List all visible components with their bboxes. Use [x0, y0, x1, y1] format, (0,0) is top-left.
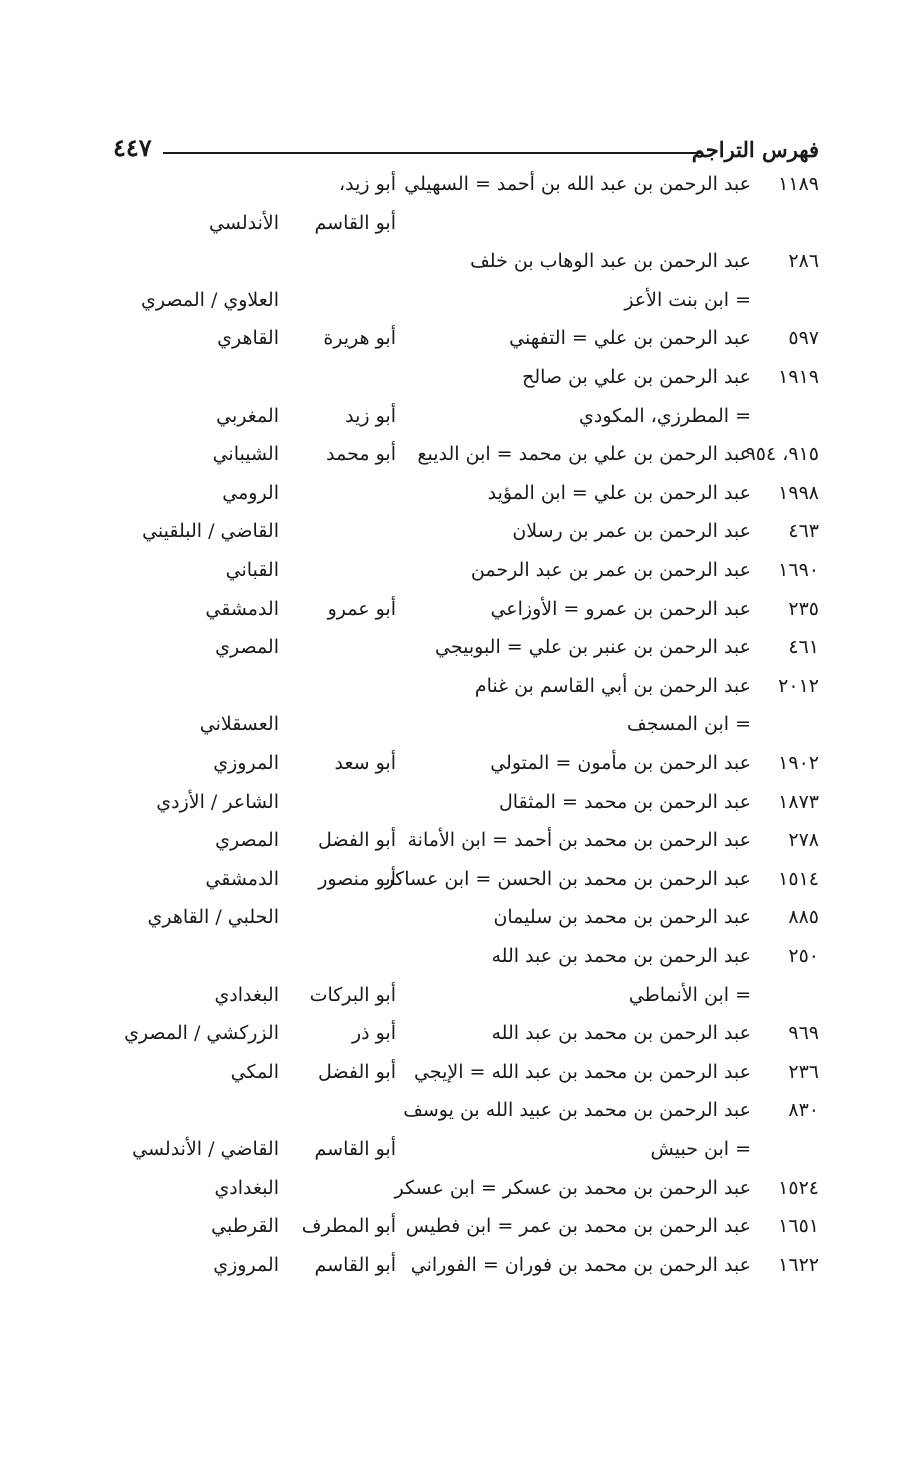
entry-name: عبد الرحمن بن مأمون = المتولي: [490, 752, 751, 774]
index-entry: [0, 1247, 921, 1283]
index-entry: [0, 1170, 921, 1206]
entry-number: ٤٦٣: [788, 520, 819, 543]
index-entry: [0, 1131, 921, 1167]
entry-name: عبد الرحمن بن عمرو = الأوزاعي: [490, 597, 751, 620]
entry-name: عبد الرحمن بن علي = ابن المؤيد: [487, 481, 751, 504]
entry-name: عبد الرحمن بن أبي القاسم بن غنام: [474, 674, 751, 697]
entry-name: = المطرزي، المكودي: [579, 404, 751, 427]
entry-kunya: أبو القاسم: [314, 1253, 396, 1276]
entry-nisba: الرومي: [222, 481, 279, 504]
entry-nisba: المصري: [215, 829, 279, 852]
entry-nisba: البغدادي: [214, 1176, 279, 1199]
entry-kunya: أبو محمد: [326, 443, 396, 466]
entry-number: ٢٠١٢: [778, 674, 819, 697]
index-entry: [0, 475, 921, 511]
index-entry: [0, 591, 921, 627]
entry-kunya: أبو هريرة: [323, 327, 396, 350]
entry-number: ٩١٥، ٩٥٤: [745, 443, 819, 466]
entry-name: عبد الرحمن بن محمد = المثقال: [498, 790, 751, 813]
entry-number: ٨٨٥: [788, 906, 819, 929]
entry-name: عبد الرحمن بن محمد بن عمر = ابن فطيس: [405, 1215, 751, 1238]
entry-nisba: الأندلسي: [209, 211, 279, 234]
index-entry: [0, 166, 921, 202]
entry-kunya: أبو سعد: [334, 752, 396, 774]
entry-nisba: الزركشي / المصري: [124, 1022, 279, 1045]
index-entry: [0, 745, 921, 781]
entry-number: ١٦٥١: [778, 1215, 819, 1238]
entry-name: عبد الرحمن بن علي بن محمد = ابن الديبع: [417, 443, 751, 466]
entry-kunya: أبو زيد: [345, 404, 396, 427]
entry-number: ١٩٠٢: [778, 752, 819, 774]
entry-nisba: القاضي / البلقيني: [142, 520, 279, 543]
entry-nisba: المغربي: [216, 404, 279, 427]
entry-name: عبد الرحمن بن محمد بن عسكر = ابن عسكر: [394, 1176, 751, 1199]
entry-number: ٢٨٦: [788, 250, 819, 273]
entry-number: ١١٨٩: [778, 173, 819, 195]
index-entry: [0, 861, 921, 897]
entry-nisba: العلاوي / المصري: [141, 288, 279, 311]
entry-nisba: العسقلاني: [199, 713, 279, 736]
entry-nisba: البغدادي: [214, 983, 279, 1006]
entry-nisba: الحلبي / القاهري: [147, 906, 279, 929]
entry-name: عبد الرحمن بن محمد بن الحسن = ابن عساكر: [384, 867, 751, 890]
index-entry: [0, 320, 921, 356]
entry-number: ١٩٩٨: [778, 481, 819, 504]
entry-name: عبد الرحمن بن عنبر بن علي = البوبيجي: [435, 636, 751, 659]
entry-number: ٢٥٠: [788, 945, 819, 967]
entry-kunya: أبو المطرف: [301, 1215, 396, 1238]
entry-name: عبد الرحمن بن عبد الله بن أحمد = السهيلي: [404, 173, 751, 195]
entry-kunya: أبو البركات: [309, 983, 396, 1006]
index-entry: [0, 282, 921, 318]
entry-number: ٤٦١: [788, 636, 819, 659]
entry-number: ١٩١٩: [778, 366, 819, 388]
entry-name: عبد الرحمن بن محمد بن عبيد الله بن يوسف: [403, 1099, 751, 1122]
index-entry: [0, 436, 921, 472]
index-entry: [0, 1208, 921, 1244]
entry-nisba: القاهري: [217, 327, 279, 350]
entry-kunya: أبو الفضل: [318, 829, 396, 852]
entry-kunya: أبو القاسم: [314, 1138, 396, 1160]
index-entry: [0, 1015, 921, 1051]
entry-name: عبد الرحمن بن محمد بن أحمد = ابن الأمانة: [407, 829, 751, 852]
entry-nisba: القرطبي: [211, 1215, 279, 1238]
index-entry: [0, 398, 921, 434]
entry-name: عبد الرحمن بن عبد الوهاب بن خلف: [470, 250, 751, 273]
index-entry: [0, 359, 921, 395]
index-entry: [0, 1092, 921, 1128]
running-header-title: فهرس التراجم: [691, 137, 819, 162]
entry-kunya: أبو الفضل: [318, 1060, 396, 1083]
entry-number: ١٥١٤: [778, 867, 819, 890]
entry-nisba: الشيباني: [212, 443, 279, 466]
entry-kunya: أبو القاسم: [314, 211, 396, 234]
entry-nisba: المصري: [215, 636, 279, 659]
entry-name: عبد الرحمن بن عمر بن عبد الرحمن: [470, 559, 751, 581]
entry-kunya: أبو زيد،: [339, 173, 396, 195]
index-entry: [0, 629, 921, 665]
entry-nisba: الدمشقي: [205, 597, 279, 620]
entry-name: عبد الرحمن بن محمد بن فوران = الفوراني: [410, 1253, 751, 1276]
entry-name: عبد الرحمن بن محمد بن عبد الله: [491, 945, 751, 967]
entry-number: ١٦٢٢: [778, 1253, 819, 1276]
entry-number: ١٦٩٠: [778, 559, 819, 581]
entry-number: ٢٧٨: [788, 829, 819, 852]
entry-nisba: الدمشقي: [205, 867, 279, 890]
index-entry: [0, 822, 921, 858]
entry-nisba: المكي: [230, 1060, 279, 1083]
entry-name: عبد الرحمن بن محمد بن سليمان: [493, 906, 751, 929]
index-entry: [0, 552, 921, 588]
entry-number: ٥٩٧: [788, 327, 819, 350]
entry-name: = ابن المسجف: [627, 713, 751, 736]
index-entry: [0, 784, 921, 820]
entry-name: عبد الرحمن بن علي = التفهني: [509, 327, 751, 350]
index-entry: [0, 977, 921, 1013]
entry-number: ١٨٧٣: [778, 790, 819, 813]
entry-nisba: القباني: [225, 559, 279, 581]
entry-name: عبد الرحمن بن محمد بن عبد الله: [491, 1022, 751, 1045]
page-number: ٤٤٧: [113, 133, 152, 162]
entry-number: ٩٦٩: [788, 1022, 819, 1045]
entry-name: عبد الرحمن بن علي بن صالح: [522, 366, 751, 388]
entry-name: عبد الرحمن بن عمر بن رسلان: [512, 520, 751, 543]
entry-name: = ابن الأنماطي: [628, 983, 751, 1006]
entry-nisba: القاضي / الأندلسي: [132, 1138, 279, 1160]
index-entry: [0, 668, 921, 704]
index-entry: [0, 938, 921, 974]
entry-name: = ابن حبيش: [650, 1138, 751, 1160]
index-entry: [0, 243, 921, 279]
index-entry: [0, 513, 921, 549]
entry-nisba: المروزي: [213, 1253, 279, 1276]
index-entry: [0, 706, 921, 742]
entry-kunya: أبو ذر: [351, 1022, 396, 1045]
entry-kunya: أبو منصور: [318, 867, 396, 890]
entry-name: عبد الرحمن بن محمد بن عبد الله = الإيجي: [413, 1060, 751, 1083]
entry-kunya: أبو عمرو: [327, 597, 396, 620]
index-entry: [0, 205, 921, 241]
header-rule: [163, 152, 703, 154]
index-entry: [0, 1054, 921, 1090]
entry-number: ١٥٢٤: [778, 1176, 819, 1199]
entry-nisba: المروزي: [213, 752, 279, 774]
entry-number: ٢٣٦: [788, 1060, 819, 1083]
entry-number: ٨٣٠: [788, 1099, 819, 1122]
entry-name: = ابن بنت الأعز: [624, 288, 751, 311]
entry-number: ٢٣٥: [788, 597, 819, 620]
index-entry: [0, 899, 921, 935]
entry-nisba: الشاعر / الأزدي: [156, 790, 279, 813]
